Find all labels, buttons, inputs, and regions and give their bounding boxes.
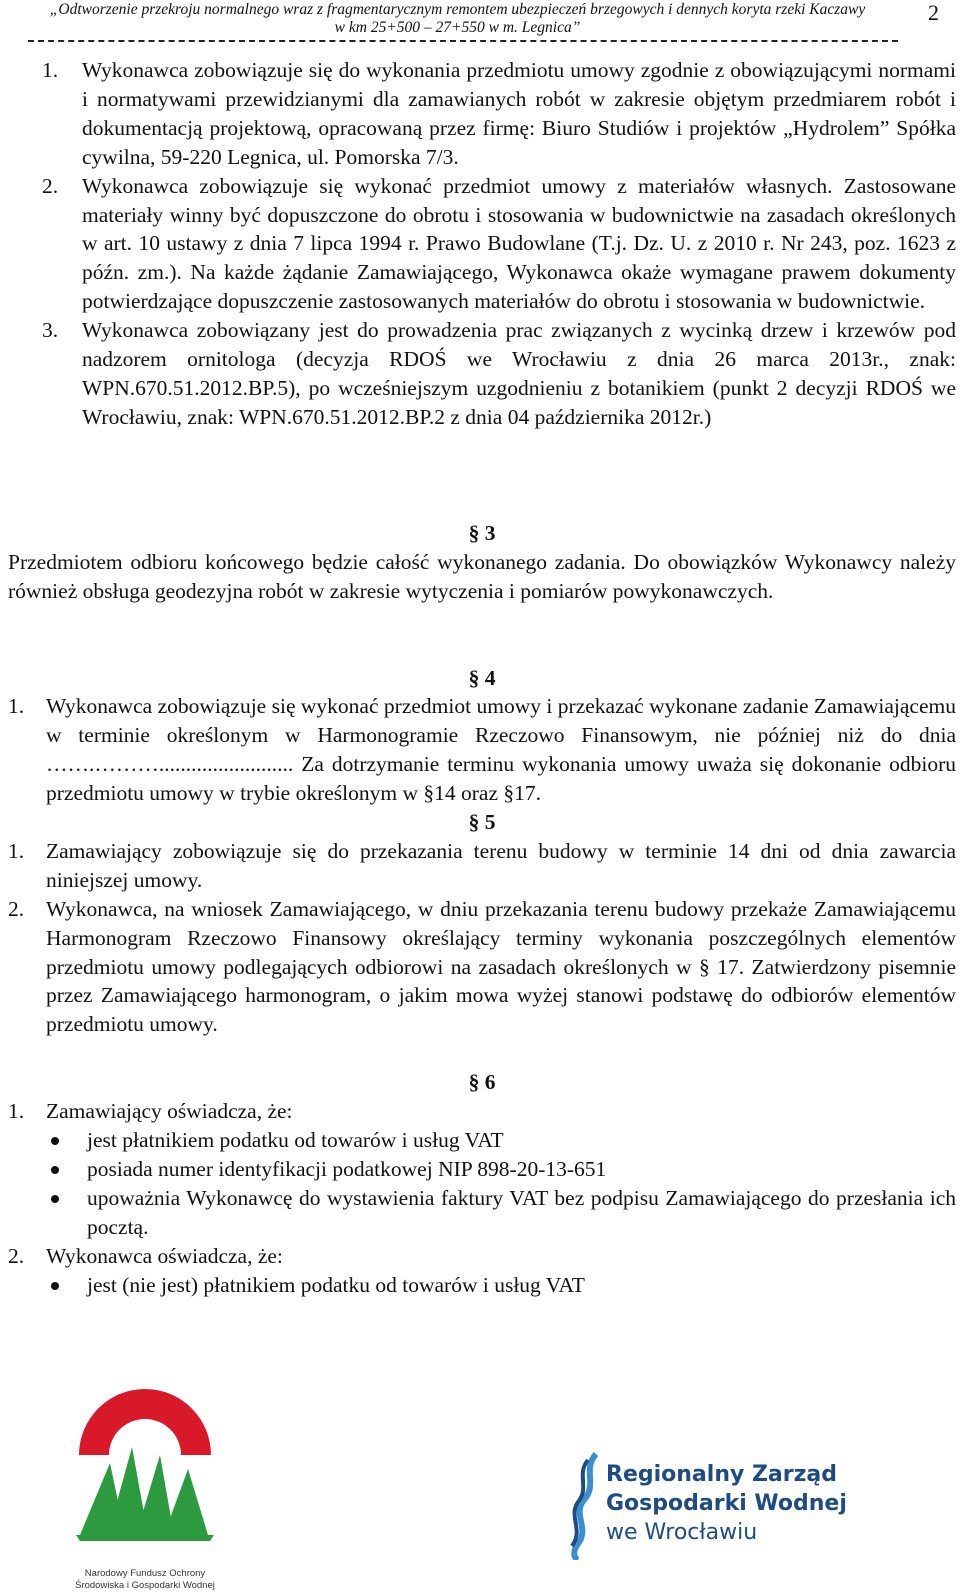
rzgw-logo-icon [548,1450,608,1560]
s2-item-2 [8,172,956,317]
rzgw-line-1: Regionalny Zarząd [606,1462,838,1487]
bullet-item [8,1271,956,1300]
nfosigw-caption [70,1568,220,1592]
item-text: Wykonawca zobowiązuje się do wykonania przedmiotu umowy zgodnie z obowiązującymi normami i normatywami przewidzianymi dla zamawianych robót w zakresie objętym przedmiarem robót i dokumentacją projektową, opracowaną przez firmę: Biuro Studiów i projektów „Hydrolem” Spółka cywilna, 59-220 Legnica, ul. Pomorska 7/3. [82,58,956,169]
bullet-item [8,1155,956,1184]
bullet-dot [51,1195,59,1203]
s2-item-3 [8,316,956,432]
s5-item-2 [8,895,956,1040]
bullet-text: posiada numer identyfikacji podatkowej NIP 898-20-13-651 [87,1157,607,1181]
bullet-item [8,1126,956,1155]
nfosigw-caption-line-1: Narodowy Fundusz Ochrony [84,1568,206,1579]
nfosigw-logo-icon [70,1385,220,1565]
document-body [8,56,956,1300]
section-heading-6: § 6 [468,1070,496,1095]
page-number: 2 [928,0,939,25]
item-text: Wykonawca zobowiązany jest do prowadzenia prac związanych z wycinką drzew i krzewów pod nadzorem ornitologa (decyzja RDOŚ we Wrocławiu z dnia 26 marca 2013r., znak: WPN.670.51.2012.BP.5), po wcześniejszym uzgodnieniu z botanikiem (punkt 2 decyzji RDOŚ we Wrocławiu, znak: WPN.670.51.2012.BP.2 z dnia 04 października 2012r.) [82,318,956,429]
bullet-dot [51,1137,59,1145]
spacer [8,490,956,519]
item-text: Zamawiający oświadcza, że: [46,1099,293,1124]
s3-paragraph: Przedmiotem odbioru końcowego będzie całość wykonanego zadania. Do obowiązków Wykonawcy należy również obsługa geodezyjna robót w zakresie wytyczenia i pomiarów powykonawczych. [8,549,956,603]
s5-item-1 [8,837,956,895]
item-number: 1. [8,838,25,863]
section-heading-5: § 5 [468,810,496,835]
item-number: 2. [8,1243,25,1268]
item-text: Wykonawca zobowiązuje się wykonać przedmiot umowy i przekazać wykonane zadanie Zamawiającemu w terminie określonym w Harmonogramie Rzeczowo Finansowym, nie później niż do dnia …….………......................... Za dotrzymanie terminu wykonania umowy uważa się dokonanie odbioru przedmiotu umowy w trybie określonym w §14 oraz §17. [46,694,956,806]
s2-item-1 [8,56,956,172]
spacer [8,1039,956,1068]
item-text: Wykonawca zobowiązuje się wykonać przedmiot umowy z materiałów własnych. Zastosowane materiały winny być dopuszczone do obrotu i stosowania w budownictwie na zasadach określonych w art. 10 ustawy z dnia 7 lipca 1994 r. Prawo Budowlane (T.j. Dz. U. z 2010 r. Nr 243, poz. 1623 z późn. zm.). Na każde żądanie Zamawiającego, Wykonawca okaże wymagane prawem dokumenty potwierdzające dopuszczenie zastosowanych materiałów do obrotu i stosowania w budownictwie. [82,173,956,314]
item-text: Wykonawca, na wniosek Zamawiającego, w dniu przekazania terenu budowy przekaże Zamawiającemu Harmonogram Rzeczowo Finansowy określający terminy wykonania poszczególnych elementów przedmiotu umowy podlegających odbiorowi na zasadach określonych w § 17. Zatwierdzony pisemnie przez Zamawiającego harmonogram, o jakim mowa wyżej stanowi podstawę do odbiorów elementów przedmiotu umowy. [46,896,956,1037]
item-number: 1. [8,1099,25,1124]
section-heading-3: § 3 [468,520,496,545]
bullet-text: jest (nie jest) płatnikiem podatku od towarów i usług VAT [87,1272,585,1297]
nfosigw-caption-line-2: Środowiska i Gospodarki Wodnej [75,1580,215,1591]
page-header [0,0,960,48]
item-number: 2. [42,173,59,198]
bullet-dot [51,1282,59,1290]
rzgw-logo-text [606,1460,847,1547]
header-divider [28,40,898,42]
item-text: Wykonawca oświadcza, że: [46,1243,283,1268]
s6-item-1 [8,1097,956,1126]
item-number: 1. [8,694,25,719]
item-number: 3. [42,318,59,343]
item-text: Zamawiający zobowiązuje się do przekazania terenu budowy w terminie 14 dni od dnia zawarcia niniejszej umowy. [46,838,956,892]
rzgw-line-3: we Wrocławiu [606,1520,758,1545]
bullet-item [8,1184,956,1242]
s4-item-1 [8,692,956,808]
section-heading-4: § 4 [468,665,496,690]
bullet-dot [51,1166,59,1174]
spacer [8,432,956,490]
header-title-line-2: w km 25+500 – 27+550 w m. Legnica” [334,19,581,36]
bullet-text: jest płatnikiem podatku od towarów i usług VAT [87,1128,504,1153]
header-title-line-1: „Odtworzenie przekroju normalnego wraz z fragmentarycznym remontem ubezpieczeń brzegowych i dennych koryta rzeki Kaczawy [49,1,866,18]
item-number: 2. [8,896,25,921]
bullet-text: upoważnia Wykonawcę do wystawienia faktury VAT bez podpisu Zamawiającego do przesłania ich pocztą. [87,1185,956,1239]
item-number: 1. [42,58,59,82]
spacer [8,606,956,664]
s6-item-2 [8,1242,956,1271]
rzgw-line-2: Gospodarki Wodnej [606,1491,847,1516]
